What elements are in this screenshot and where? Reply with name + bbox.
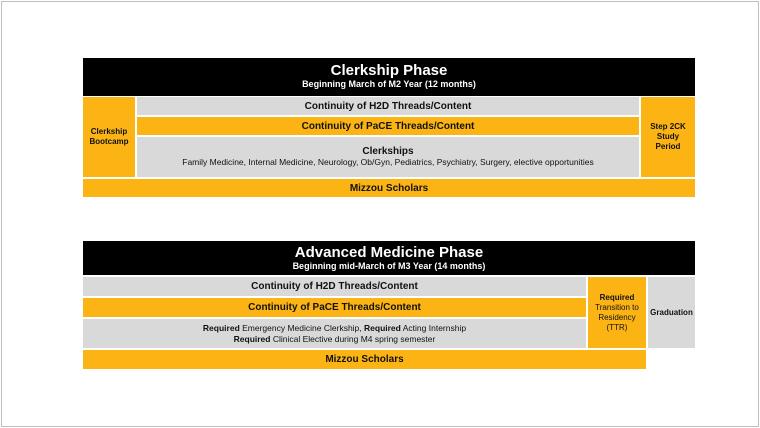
clerkship-pace-bar <box>137 117 639 135</box>
advanced-pace-bar <box>83 298 586 317</box>
requirement-text: Clinical Elective during M4 spring semester <box>270 333 436 344</box>
clerkship-h2d-bar <box>137 97 639 115</box>
clerkship-phase-title: Clerkship Phase <box>330 62 448 79</box>
ttr-required-label: Required <box>599 292 635 302</box>
required-label: Required <box>364 322 401 333</box>
requirements-line-1 <box>203 323 466 334</box>
advanced-h2d-bar <box>83 277 586 296</box>
clerkship-h2d-label: Continuity of H2D Threads/Content <box>304 100 472 112</box>
step2ck-line-3: Period <box>655 142 681 151</box>
graduation-block <box>648 277 695 348</box>
requirement-text: Emergency Medicine Clerkship, <box>239 322 365 333</box>
clerkship-pace-label: Continuity of PaCE Threads/Content <box>301 120 475 132</box>
advanced-h2d-label: Continuity of H2D Threads/Content <box>251 281 418 292</box>
advanced-scholars-label: Mizzou Scholars <box>325 354 404 365</box>
requirement-text: Acting Internship <box>400 322 467 333</box>
advanced-requirements-block <box>83 319 586 348</box>
clerkship-scholars-bar <box>83 179 695 197</box>
ttr-line-1: Transition to <box>595 302 639 312</box>
advanced-phase-subtitle: Beginning mid-March of M3 Year (14 months) <box>292 261 486 271</box>
ttr-line-3: (TTR) <box>606 322 628 332</box>
bootcamp-line-2: Bootcamp <box>89 137 129 146</box>
ttr-line-2: Residency <box>598 312 636 322</box>
requirements-line-2 <box>234 334 436 345</box>
step2ck-line-2: Study <box>656 132 680 141</box>
required-label: Required <box>233 333 271 344</box>
clerkship-scholars-label: Mizzou Scholars <box>349 182 429 194</box>
clerkships-list: Family Medicine, Internal Medicine, Neurology, Ob/Gyn, Pediatrics, Psychiatry, Surgery, elective opportunities <box>182 157 594 167</box>
clerkship-bootcamp-block <box>83 97 135 177</box>
required-label: Required <box>202 322 240 333</box>
ttr-block <box>588 277 646 348</box>
bootcamp-line-1: Clerkship <box>90 127 128 136</box>
advanced-phase-header <box>83 241 695 275</box>
graduation-label: Graduation <box>650 307 693 317</box>
slide <box>1 1 759 427</box>
clerkships-title: Clerkships <box>362 146 414 157</box>
advanced-phase-title: Advanced Medicine Phase <box>294 244 484 261</box>
clerkship-phase-subtitle: Beginning March of M2 Year (12 months) <box>302 79 476 89</box>
advanced-scholars-bar <box>83 350 646 369</box>
step2ck-block <box>641 97 695 177</box>
step2ck-line-1: Step 2CK <box>650 122 686 131</box>
clerkship-phase-header <box>83 58 695 96</box>
clerkships-block <box>137 137 639 177</box>
advanced-pace-label: Continuity of PaCE Threads/Content <box>248 302 421 313</box>
